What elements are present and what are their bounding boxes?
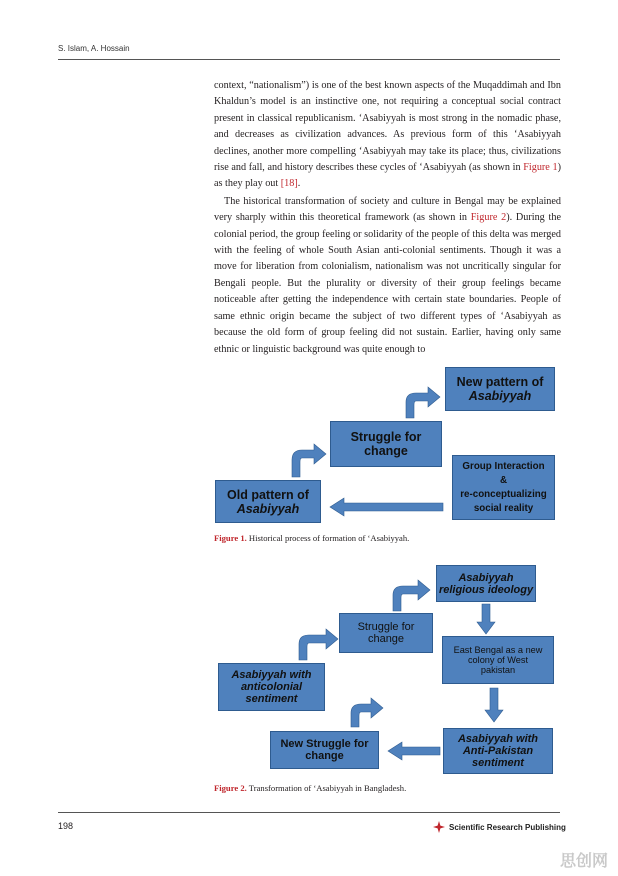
figure-1-label: Figure 1. xyxy=(214,533,247,543)
fig2-struggle-box xyxy=(339,613,433,653)
watermark-logo: 思创网 xyxy=(560,851,609,870)
fig2-anticolonial-box xyxy=(218,663,325,711)
fig2-anticolonial-line1: Asabiyyah with xyxy=(231,669,312,681)
paragraph-1-text-c: . xyxy=(297,178,301,190)
fig2-anti-pakistan-line3: sentiment xyxy=(472,757,524,769)
fig2-arrow-struggle-to-religious xyxy=(393,580,430,611)
fig1-group-line1: Group Interaction xyxy=(462,460,545,472)
fig1-old-pattern-line2: Asabiyyah xyxy=(236,501,300,516)
running-header: S. Islam, A. Hossain xyxy=(58,44,130,53)
fig2-anti-pakistan-box xyxy=(443,728,553,774)
figure-1-caption xyxy=(214,533,409,543)
citation-18-link[interactable]: [18] xyxy=(280,178,298,190)
footer-rule xyxy=(58,812,560,813)
fig2-religious-line1: Asabiyyah xyxy=(458,571,514,584)
fig2-new-struggle-line2: change xyxy=(305,750,344,762)
fig1-arrow-group-to-old xyxy=(330,498,443,516)
figure-2-caption-text: Transformation of ‘Asabiyyah in Bangladesh. xyxy=(246,783,407,793)
publisher-logo xyxy=(433,821,566,833)
fig2-anti-pakistan-line1: Asabiyyah with xyxy=(457,733,539,745)
paragraph-1-text-b: ) as they play out xyxy=(214,162,561,190)
fig2-arrow-anticolonial-to-struggle xyxy=(299,629,338,660)
figure-1-link[interactable]: Figure 1 xyxy=(523,162,558,174)
fig2-arrow-antipakistan-to-newstruggle xyxy=(388,742,440,760)
fig2-new-struggle-box xyxy=(270,731,379,769)
fig2-struggle-line1: Struggle for xyxy=(357,621,415,633)
fig2-arrow-eastbengal-to-antipakistan xyxy=(485,688,503,722)
fig1-new-pattern-line2: Asabiyyah xyxy=(468,389,532,403)
fig1-group-interaction-box xyxy=(452,455,555,520)
fig1-group-line2: & xyxy=(499,474,508,486)
paragraph-2-text-a: The historical transformation of society and culture in Bengal may be explained very sharply within this theoretical framework (as shown in xyxy=(214,195,561,224)
fig1-struggle-box xyxy=(330,421,442,467)
fig2-new-struggle-line1: New Struggle for xyxy=(280,738,369,750)
paragraph-1-text-a: context, “nationalism”) is one of the best known aspects of the Muqaddimah and Ibn Khaldun’s model is an instinctive one, not requiring a conceptual social contract present in classical republicanism. ‘Asabiyyah is most strong in the nomadic phase, and decreases as civilization advances. As previous form of this ‘Asabiyyah declines, another more compelling ‘Asabiyyah may take its place; thus, civilizations rise and fall, and history describes these cycles of ‘Asabiyyah (as shown in xyxy=(214,80,561,174)
fig2-struggle-line2: change xyxy=(367,633,405,645)
fig2-religious-box xyxy=(436,565,536,602)
fig2-east-bengal-box xyxy=(442,636,554,684)
fig2-east-bengal-line2: colony of West xyxy=(467,655,529,665)
fig2-arrow-newstruggle-up xyxy=(351,698,383,727)
fig1-new-pattern-box xyxy=(445,367,555,411)
fig2-east-bengal-line1: East Bengal as a new xyxy=(453,645,543,655)
figure-2-caption xyxy=(214,783,406,793)
figure-1-caption-text: Historical process of formation of ‘Asabiyyah. xyxy=(246,533,410,543)
paragraph-2-text-b: ). During the colonial period, the group feeling or solidarity of the people of this delta was merged with the feeling of whole South Asian anti-colonial sentiments. Though it was a move for liberation from colonialism, nationalism was not uncritically singular for Bengali people. But the plurality or diversity of their group feelings became noticeable after getting the independence with certain state boundaries. People of same ethnic origin became the subject of two different types of ‘Asabiyyah as because the old form of group feeling did not sustain. Earlier, having only same ethnic or linguistic background was quite enough to xyxy=(214,212,561,355)
fig1-old-pattern-box xyxy=(215,480,321,523)
fig1-group-line4: social reality xyxy=(473,502,534,514)
fig2-east-bengal-line3: pakistan xyxy=(480,665,516,675)
fig1-arrow-old-to-struggle xyxy=(292,444,326,477)
figure-2-label: Figure 2. xyxy=(214,783,247,793)
fig2-anticolonial-line3: sentiment xyxy=(245,693,298,705)
figure-2-link[interactable]: Figure 2 xyxy=(470,212,507,224)
fig1-struggle-line2: change xyxy=(364,444,408,458)
fig1-arrow-struggle-to-new xyxy=(406,387,440,418)
publisher-star-icon xyxy=(433,821,445,833)
fig1-struggle-line1: Struggle for xyxy=(350,430,422,444)
fig2-arrow-religious-to-eastbengal xyxy=(477,604,495,634)
fig2-religious-line2: religious ideology xyxy=(438,583,534,596)
publisher-name: Scientific Research Publishing xyxy=(449,822,566,832)
fig1-old-pattern-line1: Old pattern of xyxy=(227,487,309,502)
fig1-group-line3: re-conceptualizing xyxy=(460,488,547,500)
fig2-anti-pakistan-line2: Anti-Pakistan xyxy=(462,745,534,757)
page-number: 198 xyxy=(58,821,74,831)
fig2-anticolonial-line2: anticolonial xyxy=(240,681,303,693)
fig1-new-pattern-line1: New pattern of xyxy=(456,375,544,389)
